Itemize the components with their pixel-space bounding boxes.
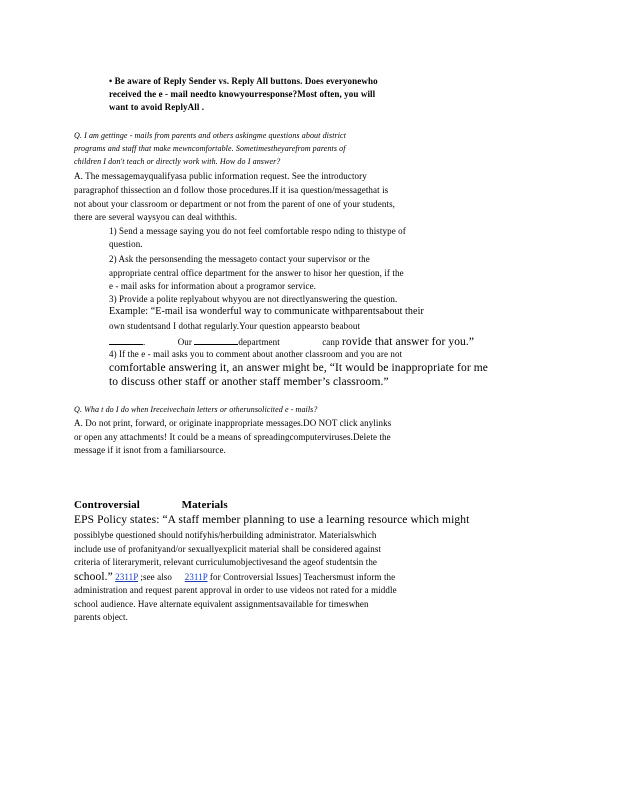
q2-question: Q. Wha t do I do when Ireceivechain letters or otherunsolicited e - mails? [74, 405, 318, 414]
option-2-line-1: 2) Ask the personsending the messageto contact your supervisor or the [109, 254, 370, 264]
policy-line-3: criteria of literarymerit, relevant curriculumobjectivesand the ageof studentsin the [74, 557, 378, 567]
option-4-line-1: 4) If the e - mail asks you to comment about another classroom and you are not [109, 349, 403, 359]
option-2-line-2: appropriate central office department for the answer to hisor her question, if the [109, 268, 404, 278]
q1-question-line-1: Q. I am gettinge - mails from parents and others askingme questions about district [74, 131, 347, 140]
bullet-line-2: received the e - mail needto knowyourresponse?Most often, you will [109, 89, 376, 99]
q1-answer-line-4: there are several waysyou can deal withthis. [74, 212, 238, 222]
policy-line-4 [74, 571, 395, 584]
policy-line-5: administration and request parent approval in order to use videos not rated for a middle [74, 585, 397, 595]
bullet-line-3: want to avoid ReplyAll . [109, 102, 205, 112]
q2-answer-line-3: message if it isnot from a familiarsource. [74, 445, 226, 455]
q1-answer-line-3: not about your classroom or department or not from the parent of one of your students, [74, 199, 396, 209]
example-canp: canp [322, 337, 340, 347]
policy-line-7: parents object. [74, 612, 128, 622]
heading-left: Controversial [74, 499, 140, 511]
policy-line-2: include use of profanityand/or sexuallyexplicit material shall be considered against [74, 544, 382, 554]
example-line-1: Example: “E-mail isa wonderful way to communicate withparentsabout their [109, 306, 424, 317]
q1-answer-line-2: paragraphof thissection an d follow those procedures.If it isa question/messagethat is [74, 185, 389, 195]
heading-right: Materials [181, 499, 228, 511]
q1-answer-line-1: A. The messagemayqualifyasa public information request. See the introductory [74, 171, 367, 181]
option-1-line-1: 1) Send a message saying you do not feel comfortable respo nding to thistype of [109, 226, 406, 236]
example-department: department [238, 337, 280, 347]
example-end: rovide that answer for you.” [341, 336, 475, 348]
policy-line-1: possiblybe questioned should notifyhis/herbuilding administrator. Materialswhich [74, 530, 377, 540]
option-4-line-2: comfortable answering it, an answer might be, “It would be inappropriate for me [109, 362, 488, 374]
bullet-line-1: • Be aware of Reply Sender vs. Reply All buttons. Does everyonewho [109, 76, 378, 86]
q2-answer-line-2: or open any attachments! It could be a means of spreadingcomputerviruses.Delete the [74, 432, 391, 442]
school-text: school.” [74, 571, 113, 583]
see-also-text: ;see also [138, 572, 173, 582]
option-2-line-3: e - mail asks for information about a programor service. [109, 281, 317, 291]
q1-question-line-2: programs and staff that make mewncomfortable. Sometimestheyarefrom parents of [74, 144, 346, 153]
section-heading [74, 500, 228, 510]
option-4-line-3: to discuss other staff or another staff member’s classroom.” [109, 376, 389, 388]
policy-link-1[interactable]: 2311P [115, 572, 139, 582]
example-line-3: . Our department canp rovide that answer for you.” [109, 335, 474, 347]
q1-question-line-3: children I don't teach or directly work with. How do I answer? [74, 157, 281, 166]
example-line-2: own studentsand I dothat regularly.Your question appearsto beabout [109, 321, 361, 331]
example-our: Our [177, 337, 192, 347]
option-1-line-2: question. [109, 239, 143, 249]
blank-underline-2 [194, 335, 238, 345]
policy-intro: EPS Policy states: “A staff member planning to use a learning resource which might [74, 514, 470, 526]
option-3-line-1: 3) Provide a polite replyabout whyyou are not directlyanswering the question. [109, 294, 398, 304]
q2-answer-line-1: A. Do not print, forward, or originate inappropriate messages.DO NOT click anylinks [74, 418, 392, 428]
policy-line-6: school audience. Have alternate equivalent assignmentsavailable for timeswhen [74, 599, 369, 609]
blank-underline [109, 335, 143, 345]
policy-link-2[interactable]: 2311P [184, 572, 208, 582]
after-link-text: for Controversial Issues] Teachersmust inform the [207, 572, 396, 582]
